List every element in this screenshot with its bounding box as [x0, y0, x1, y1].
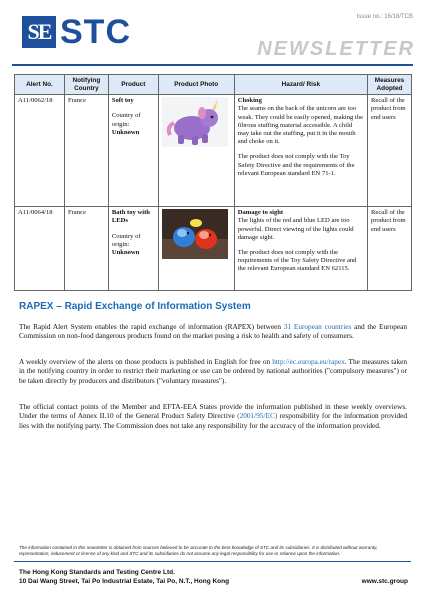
hazard-cell — [234, 95, 367, 207]
website-link[interactable]: www.stc.group — [361, 578, 408, 585]
disclaimer: The information contained in this newsletter is obtained from sources believed to be accurate to the best knowledge of STC and its subsidiaries. It is distributed without warranty, representation, inducement or license of any kind and STC and its subsidiaries do not assume any legal responsibility for use or reliance upon the information. — [19, 545, 378, 556]
text: responsibility for the information provided lies with the notifying party. The Commission does not take any responsibility for the accuracy of the information provided. — [19, 411, 407, 430]
text: The Rapid Alert System enables the rapid exchange of information (RAPEX) between — [19, 322, 284, 331]
link-directive[interactable]: (2001/95/EC) — [237, 411, 278, 421]
origin-value: Unknown — [111, 128, 140, 136]
product-cell — [108, 95, 158, 207]
origin-value: Unknown — [111, 249, 140, 256]
measures: Recall of the product from end users — [368, 95, 412, 207]
link-31-countries[interactable]: 31 European countries — [283, 322, 352, 331]
col-header-photo: Product Photo — [158, 75, 234, 95]
header-divider — [12, 64, 413, 66]
stc-logo-icon — [22, 16, 56, 48]
alerts-table — [14, 74, 412, 291]
paragraph-rapex-intro — [19, 322, 407, 341]
measures: Recall of the product from end users — [368, 207, 412, 291]
issue-number: Issue no.: 16/18/TCB — [356, 14, 413, 20]
product-name: Bath toy with LEDs — [111, 209, 150, 225]
origin-label: Country of origin: — [111, 112, 141, 128]
country: France — [64, 95, 108, 207]
section-title: RAPEX – Rapid Exchange of Information System — [19, 301, 251, 312]
country: France — [64, 207, 108, 291]
alert-no: A11/0062/18 — [15, 95, 65, 207]
text: The official contact points of the Member and EFTA-EEA States provide the information published in these weekly overviews. Under the terms of Annex II.10 of the General Product Safety Directive — [19, 402, 407, 421]
table-header-row — [15, 75, 412, 95]
hazard-note: The product does not comply with the requirements of the Toy Safety Directive and the relevant European standard EN 62115. — [237, 249, 357, 273]
col-header-country: Notifying Country — [64, 75, 108, 95]
hazard-title: Choking — [237, 97, 262, 105]
origin-label: Country of origin: — [111, 232, 141, 248]
hazard-text: The seams on the back of the unicorn are too weak. They could be easily opened, making the fibrous stuffing material accessible. A child may take out the stuffing, put it in the mouth and choke on it. — [237, 105, 363, 146]
footer-divider — [14, 561, 411, 562]
paragraph-contact-points — [19, 402, 407, 430]
text: . The measures taken in the notifying country in order to restrict their marketing or use can be ordered by national authorities ("compulsory measures") or be taken directly by producers and distributors ("voluntary measures"). — [19, 357, 407, 385]
hazard-title: Damage to sight — [237, 209, 284, 217]
hazard-cell — [234, 207, 367, 291]
link-rapex-website[interactable]: http://ec.europa.eu/rapex — [272, 357, 345, 366]
table-row — [15, 95, 412, 207]
hazard-note: The product does not comply with the Toy Safety Directive and the requirements of the relevant European standard EN 71-1. — [237, 153, 355, 177]
logo-mark: SE — [27, 19, 51, 44]
text: and the European Commission on non-food dangerous products found on the market posing a risk to health and safety of consumers. — [19, 322, 408, 341]
photo-cell — [158, 95, 234, 207]
text: A weekly overview of the alerts on those products is published in English for free on — [19, 357, 273, 366]
hazard-text: The lights of the red and blue LED are too powerful. Direct viewing of the lights could damage sight. — [237, 217, 354, 241]
newsletter-header — [0, 0, 425, 70]
col-header-hazard: Hazard/ Risk — [234, 75, 367, 95]
red-blue-led-bath-toy-photo — [162, 209, 228, 259]
product-cell — [108, 207, 158, 291]
company-name: The Hong Kong Standards and Testing Centre Ltd. — [19, 569, 175, 576]
photo-cell — [158, 207, 234, 291]
company-address: 10 Dai Wang Street, Tai Po Industrial Estate, Tai Po, N.T., Hong Kong — [19, 578, 230, 585]
purple-unicorn-toy-photo — [162, 97, 228, 147]
col-header-measures: Measures Adopted — [368, 75, 412, 95]
col-header-alert-no: Alert No. — [15, 75, 65, 95]
newsletter-title: NEWSLETTER — [257, 38, 415, 60]
col-header-product: Product — [108, 75, 158, 95]
alert-no: A11/0064/18 — [15, 207, 65, 291]
logo-text: STC — [60, 13, 131, 51]
product-name: Soft toy — [111, 97, 134, 105]
table-row — [15, 207, 412, 291]
paragraph-weekly-overview — [19, 357, 407, 385]
